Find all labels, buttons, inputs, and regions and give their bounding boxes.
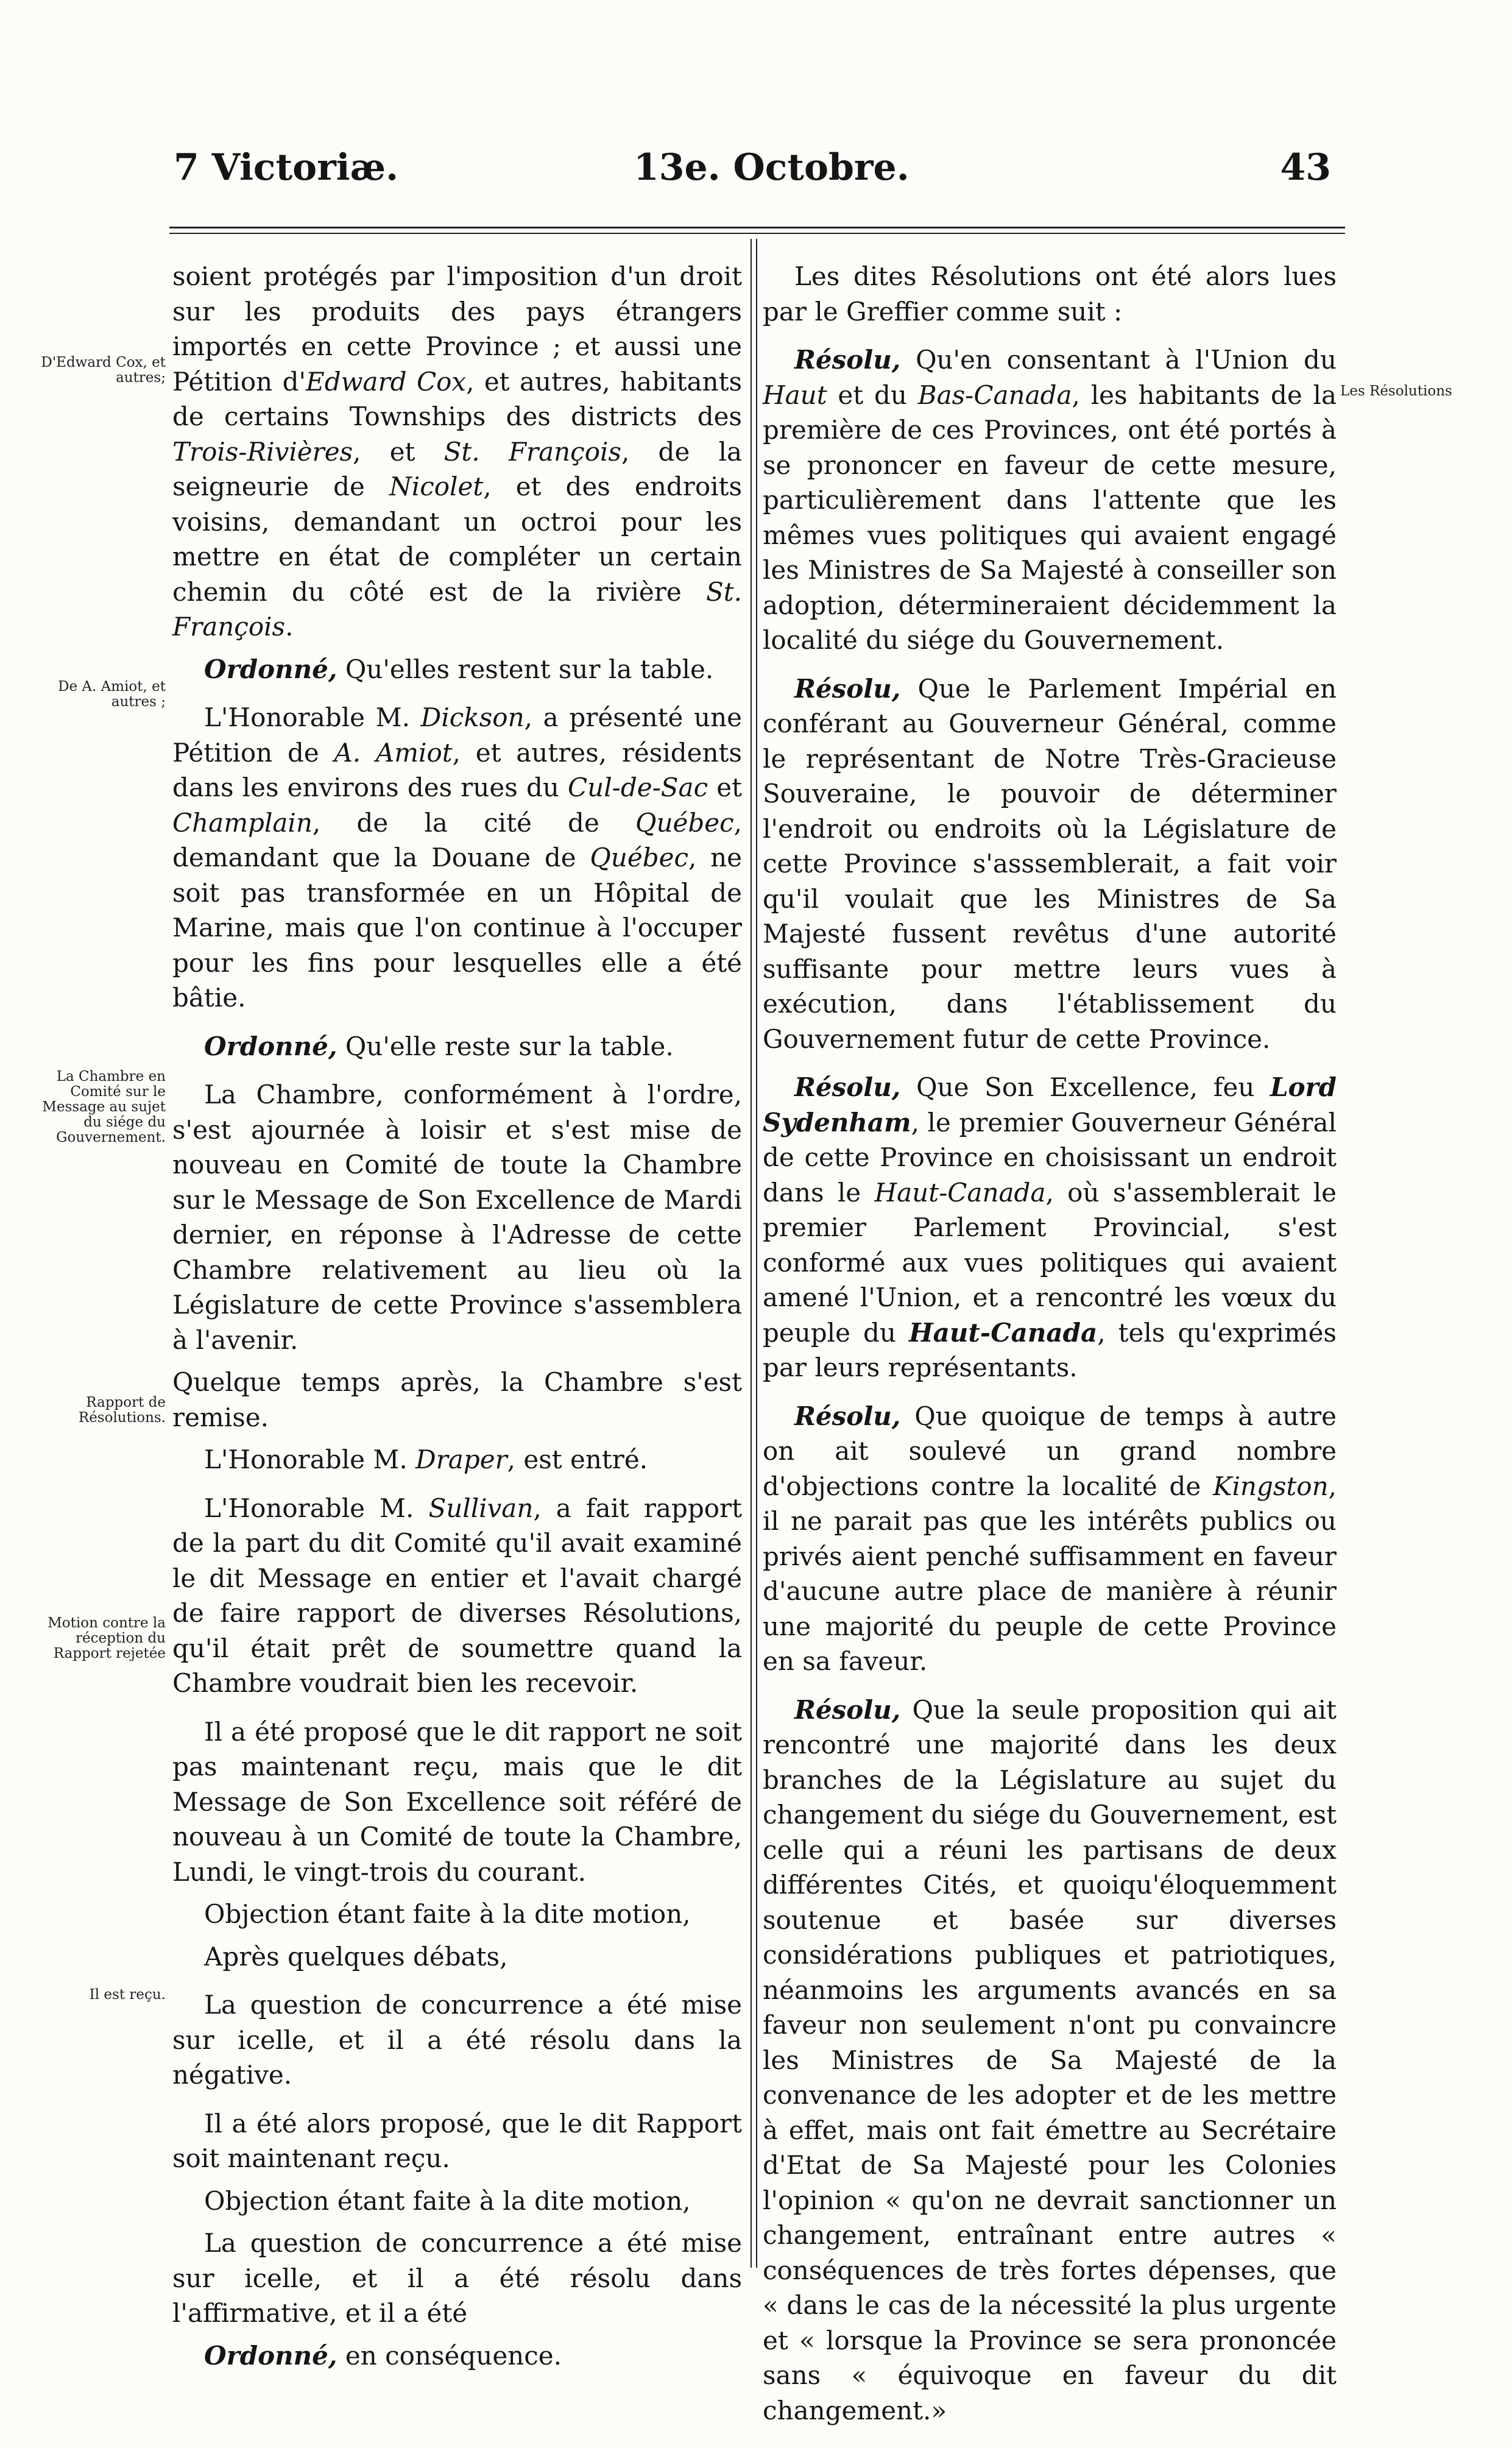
right-column — [763, 259, 1337, 2428]
margin-note-motion: Motion contre la réception du Rapport rejetée — [48, 1615, 166, 1661]
page-number: 43 — [1280, 146, 1331, 189]
paragraph-sullivan-report: L'Honorable M. Sullivan, a fait rapport de la part du dit Comité qu'il avait examiné le dit Message en entier et l'avait chargé de faire rapport de diverses Résolutions, qu'il était prêt de soumettre quand la Chambre voudrait bien les recevoir. — [172, 1493, 742, 1698]
left-column — [172, 259, 742, 2373]
paragraph-affirmative: La question de concurrence a été mise sur icelle, et il a été résolu dans l'affirmative, et il a été — [172, 2228, 742, 2328]
column-divider — [751, 239, 757, 2268]
resolution-4: Résolu, Que quoique de temps à autre on ait soulevé un grand nombre d'objections contre la localité de Kingston, il ne parait pas que les intérêts publics ou privés aient penché suffisamment en faveur d'aucune autre place de manière à réunir une majorité du peuple de cette Province en sa faveur. — [763, 1401, 1337, 1676]
header-regnal-year: 7 Victoriæ. — [174, 146, 398, 189]
resolution-1: Résolu, Qu'en consentant à l'Union du Haut et du Bas-Canada, les habitants de la première de ces Provinces, ont été portés à se prononcer en faveur de cette mesure, particulièrement dans l'attente que les mêmes vues politiques qui avaient engagé les Ministres de Sa Majesté à conseiller son adoption, détermineraient décidemment la localité du siége du Gouvernement. — [763, 345, 1337, 655]
paragraph-motion-receive: Il a été alors proposé, que le dit Rapport soit maintenant reçu. — [172, 2108, 742, 2173]
paragraph-resolutions-read: Les dites Résolutions ont été alors lues par le Greffier comme suit : — [763, 261, 1337, 327]
resolution-3: Résolu, Que Son Excellence, feu Lord Sydenham, le premier Gouverneur Général de cette Province en choisissant un endroit dans le Haut-Canada, où s'assemblerait le premier Parlement Provincial, s'est conformé aux vues politiques qui avaient amené l'Union, et a rencontré les vœux du peuple du Haut-Canada, tels qu'exprimés par leurs représentants. — [763, 1072, 1337, 1382]
margin-note-chambre: La Chambre en Comité sur le Message au sujet du siége du Gouvernement. — [42, 1069, 166, 1145]
paragraph-negative: La question de concurrence a été mise sur icelle, et il a été résolu dans la négative. — [172, 1990, 742, 2090]
header-date: 13e. Octobre. — [634, 146, 910, 189]
margin-note-resolutions: Les Résolutions — [1340, 383, 1452, 399]
resolution-2: Résolu, Que le Parlement Impérial en conférant au Gouverneur Général, comme le représentant de Notre Très-Gracieuse Souveraine, le pouvoir de déterminer l'endroit ou endroits où la Législature de cette Province s'asssemblerait, a fait voir qu'il voulait que les Ministres de Sa Majesté fussent revêtus d'une autorité suffisante pour mettre leurs vues à exécution, dans l'établissement du Gouvernement futur de cette Province. — [763, 673, 1337, 1054]
paragraph-motion-against: Il a été proposé que le dit rapport ne soit pas maintenant reçu, mais que le dit Message de Son Excellence soit référé de nouveau à un Comité de toute la Chambre, Lundi, le vingt-trois du courant. — [172, 1716, 742, 1887]
resolution-5: Résolu, Que la seule proposition qui ait rencontré une majorité dans les deux branches de la Législature au sujet du changement du siége du Gouvernement, est celle qui a réuni les partisans de deux différentes Cités, et quoiqu'éloquemment soutenue et basée sur diverses considérations publiques et patriotiques, néanmoins les arguments avancés en sa faveur non seulement n'ont pu convaincre les Ministres de Sa Majesté de la convenance de les adopter et de les mettre à effet, mais ont fait émettre au Secrétaire d'Etat de Sa Majesté pour les Colonies l'opinion « qu'on ne devrait sanctionner un changement, entraînant entre autres « conséquences de très fortes dépenses, que « dans le cas de la nécessité la plus urgente et « lorsque la Province se sera prononcée sans « équivoque en faveur du dit changement.» — [763, 1694, 1337, 2425]
margin-note-amiot: De A. Amiot, et autres ; — [58, 679, 166, 710]
paragraph-objection-1: Objection étant faite à la dite motion, — [204, 1899, 691, 1929]
paragraph-objection-2: Objection étant faite à la dite motion, — [204, 2185, 691, 2216]
paragraph-draper: L'Honorable M. Draper, est entré. — [204, 1445, 648, 1474]
paragraph-cox-petition: soient protégés par l'imposition d'un droit sur les produits des pays étrangers importés en cette Province ; et aussi une Pétition d'Edward Cox, et autres, habitants de certains Townships des districts des Trois-Rivières, et St. François, de la seigneurie de Nicolet, et des endroits voisins, demandant un octroi pour les mettre en état de compléter un certain chemin du côté est de la rivière St. François. — [172, 261, 742, 642]
paragraph-resumed: Quelque temps après, la Chambre s'est remise. — [172, 1367, 742, 1432]
header-rule — [169, 227, 1345, 228]
page-header — [0, 146, 1512, 195]
margin-note-cox: D'Edward Cox, et autres; — [41, 355, 166, 386]
paragraph-committee: La Chambre, conformément à l'ordre, s'est ajournée à loisir et s'est mise de nouveau en Comité de toute la Chambre sur le Message de Son Excellence de Mardi dernier, en réponse à l'Adresse de cette Chambre relativement au lieu où la Législature de cette Province s'assemblera à l'avenir. — [172, 1080, 742, 1355]
paragraph-amiot-petition: L'Honorable M. Dickson, a présenté une Pétition de A. Amiot, et autres, résidents dans les environs des rues du Cul-de-Sac et Champlain, de la cité de Québec, demandant que la Douane de Québec, ne soit pas transformée en un Hôpital de Marine, mais que l'on continue à l'occuper pour les fins pour lesquelles elle a été bâtie. — [172, 702, 742, 1013]
order-amiot: Ordonné, Qu'elle reste sur la table. — [204, 1031, 674, 1061]
header-rule-thin — [169, 233, 1345, 234]
paragraph-debates: Après quelques débats, — [204, 1941, 508, 1972]
order-consequence: Ordonné, en conséquence. — [204, 2340, 562, 2371]
order-cox: Ordonné, Qu'elles restent sur la table. — [204, 654, 714, 684]
margin-note-recu: Il est reçu. — [89, 1987, 166, 2003]
margin-note-rapport: Rapport de Résolutions. — [78, 1395, 166, 1426]
